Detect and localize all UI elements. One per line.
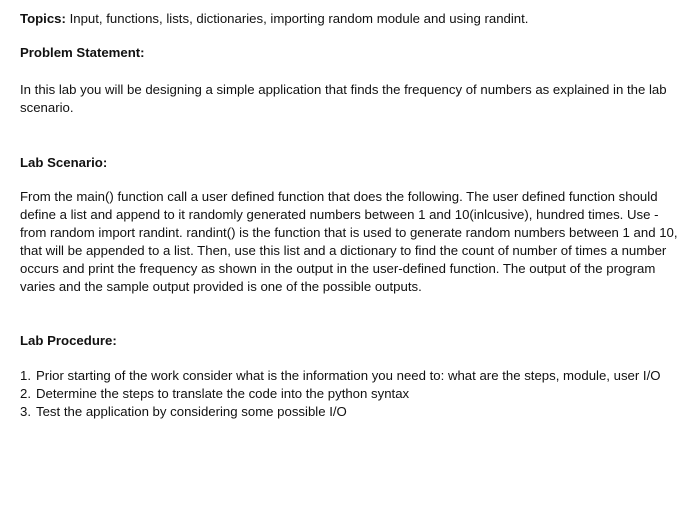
topics-line	[20, 10, 684, 28]
topics-label: Topics:	[20, 11, 66, 26]
list-item-text: Prior starting of the work consider what is the information you need to: what are the steps, module, user I/O	[36, 368, 661, 383]
list-item	[20, 385, 684, 403]
list-item	[20, 403, 684, 421]
lab-procedure-heading: Lab Procedure:	[20, 333, 117, 348]
list-item-number: 2.	[20, 386, 31, 401]
list-item-text: Determine the steps to translate the code into the python syntax	[36, 386, 410, 401]
problem-statement-heading: Problem Statement:	[20, 45, 145, 60]
list-item-number: 3.	[20, 404, 31, 419]
topics-text: Input, functions, lists, dictionaries, importing random module and using randint.	[65, 11, 529, 26]
list-item-number: 1.	[20, 368, 31, 383]
list-item-text: Test the application by considering some possible I/O	[36, 404, 347, 419]
lab-scenario-heading: Lab Scenario:	[20, 155, 108, 170]
lab-scenario-text: From the main() function call a user defined function that does the following. The user defined function should define a list and append to it randomly generated numbers between 1 and 10(inlcusive), hundred times. Use - from random import randint. randint() is the function that is used to generate random numbers between 1 and 10, that will be appended to a list. Then, use this list and a dictionary to find the count of number of times a number occurs and print the frequency as shown in the output in the user-defined function. The output of the program varies and the sample output provided is one of the possible outputs.	[20, 189, 678, 294]
lab-procedure-list	[20, 367, 684, 421]
problem-statement-text: In this lab you will be designing a simple application that finds the frequency of numbers as explained in the lab scenario.	[20, 82, 667, 115]
list-item	[20, 367, 684, 385]
